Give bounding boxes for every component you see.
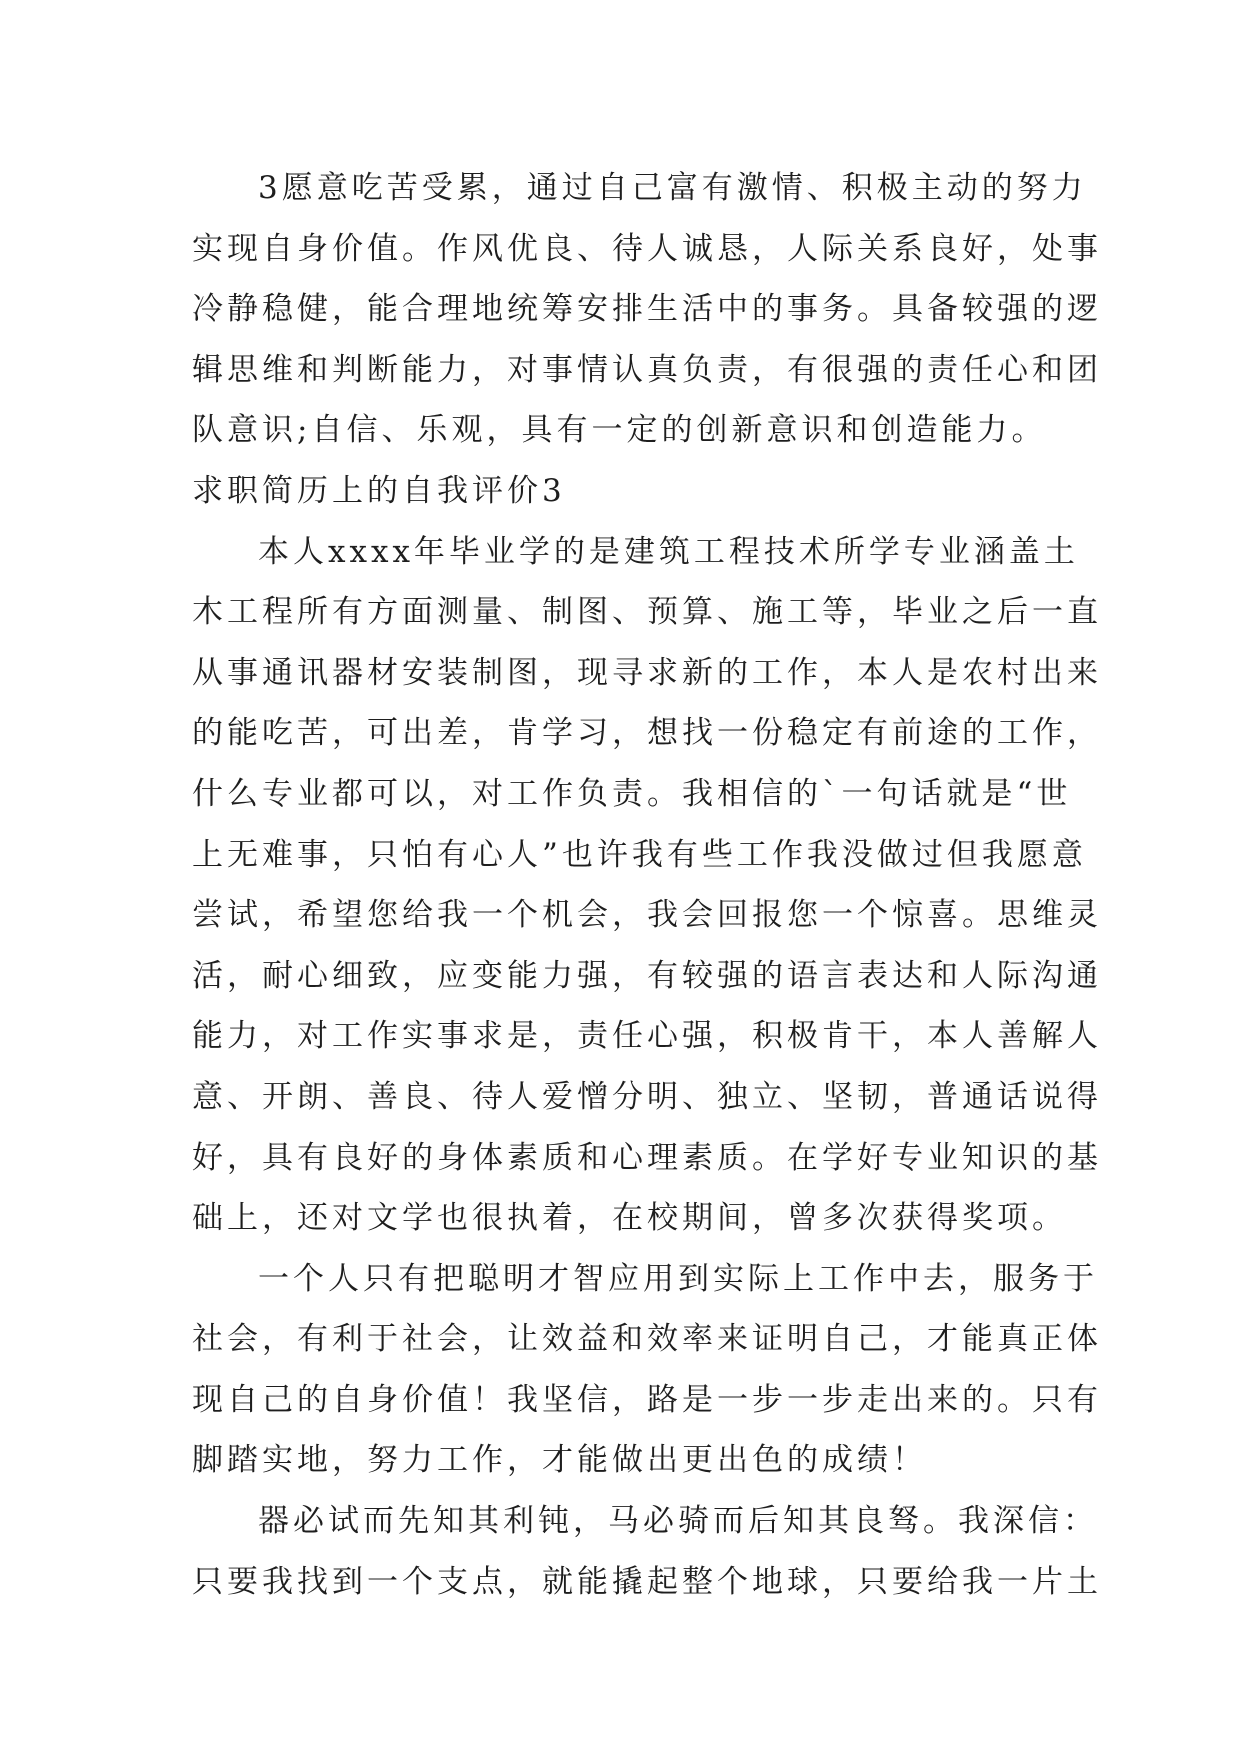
text-line: 的能吃苦，可出差，肯学习，想找一份稳定有前途的工作， [192,715,1102,752]
text-line: 什么专业都可以，对工作负责。我相信的`一句话就是“世 [192,775,1072,812]
text-line: 能力，对工作实事求是，责任心强，积极肯干，本人善解人 [192,1018,1102,1055]
text-line: 队意识;自信、乐观，具有一定的创新意识和创造能力。 [192,412,1047,449]
text-line: 冷静稳健，能合理地统筹安排生活中的事务。具备较强的逻 [192,291,1102,328]
text-line: 本人xxxx年毕业学的是建筑工程技术所学专业涵盖土 [258,533,1079,570]
text-line: 器必试而先知其利钝，马必骑而后知其良驽。我深信： [258,1503,1098,1540]
text-line: 3愿意吃苦受累，通过自己富有激情、积极主动的努力 [258,170,1087,206]
text-line: 社会，有利于社会，让效益和效率来证明自己，才能真正体 [192,1321,1102,1358]
text-line: 尝试，希望您给我一个机会，我会回报您一个惊喜。思维灵 [192,897,1102,934]
text-line: 实现自身价值。作风优良、待人诚恳，人际关系良好，处事 [192,230,1102,267]
text-line: 好，具有良好的身体素质和心理素质。在学好专业知识的基 [192,1139,1102,1176]
text-line: 辑思维和判断能力，对事情认真负责，有很强的责任心和团 [192,351,1102,388]
text-line: 脚踏实地，努力工作，才能做出更出色的成绩！ [192,1442,927,1479]
document-body [192,158,1102,1612]
text-line: 活，耐心细致，应变能力强，有较强的语言表达和人际沟通 [192,957,1102,994]
text-line: 上无难事，只怕有心人”也许我有些工作我没做过但我愿意 [192,836,1087,873]
text-line: 现自己的自身价值！我坚信，路是一步一步走出来的。只有 [192,1381,1102,1418]
text-line: 木工程所有方面测量、制图、预算、施工等，毕业之后一直 [192,594,1102,631]
text-line: 从事通讯器材安装制图，现寻求新的工作，本人是农村出来 [192,654,1102,691]
text-line: 一个人只有把聪明才智应用到实际上工作中去，服务于 [258,1260,1098,1297]
text-line: 础上，还对文学也很执着，在校期间，曾多次获得奖项。 [192,1200,1067,1237]
text-line: 只要我找到一个支点，就能撬起整个地球，只要给我一片土 [192,1563,1102,1600]
section-heading: 求职简历上的自我评价3 [192,472,566,509]
text-line: 意、开朗、善良、待人爱憎分明、独立、坚韧，普通话说得 [192,1078,1102,1115]
